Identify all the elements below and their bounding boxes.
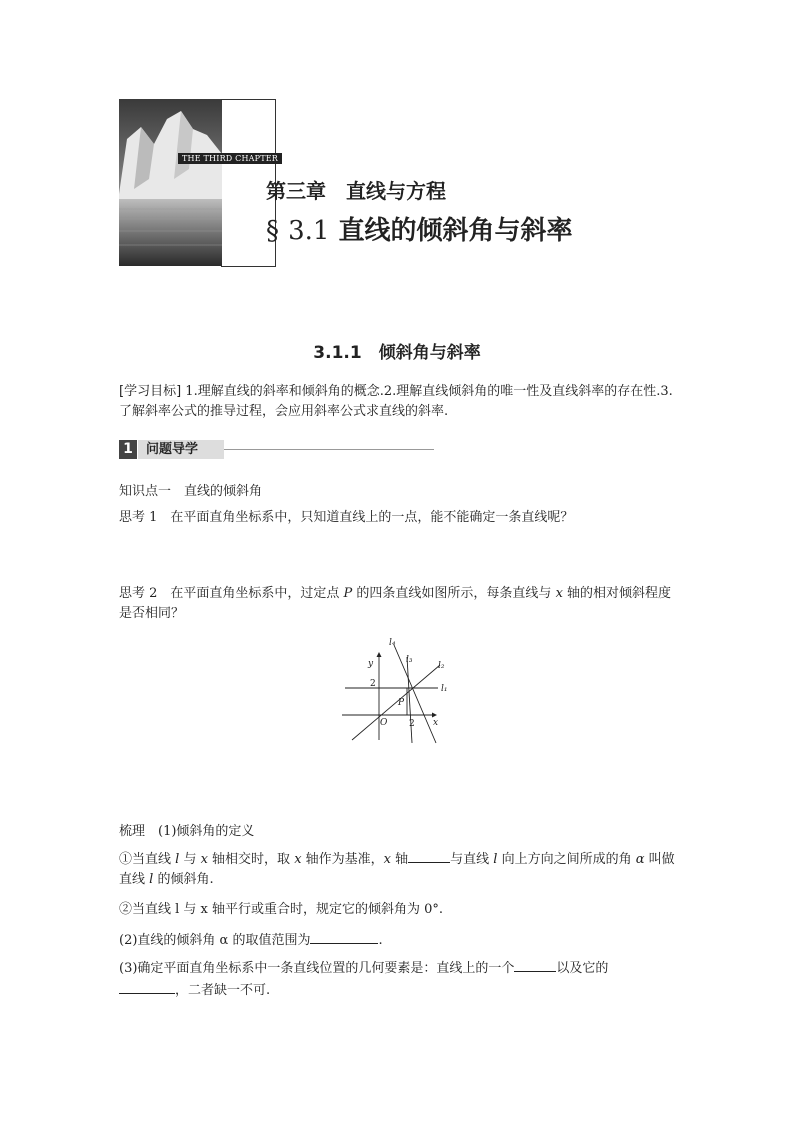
review-item-1: ①当直线 l 与 x 轴相交时，取 x 轴作为基准，x 轴 与直线 l 向上方向之间所成的角 α 叫做直线 l 的倾斜角. [119, 848, 679, 890]
y-axis-arrow [377, 652, 382, 657]
label-l1: l₁ [441, 684, 448, 694]
line-l4 [394, 645, 439, 743]
think-question-2 [119, 584, 679, 624]
chapter-cover-image [119, 99, 222, 266]
fill-blank-1[interactable] [408, 848, 450, 863]
section-title [266, 210, 573, 247]
label-l4: l₄ [389, 638, 396, 648]
think2-text-c: 轴的相对倾斜程度是否相同？ [119, 586, 672, 621]
review-item-2: ②当直线 l 与 x 轴平行或重合时，规定它的倾斜角为 0°. [119, 902, 444, 917]
label-p: P [398, 698, 405, 708]
label-y: y [368, 659, 374, 669]
label-l2: l₂ [438, 661, 445, 671]
subsection-title: 3.1.1 倾斜角与斜率 [313, 343, 481, 363]
think2-text-a: 思考 2 在平面直角坐标系中，过定点 [119, 586, 344, 601]
review-heading: 梳理 (1)倾斜角的定义 [119, 824, 255, 839]
review-item-4: (3)确定平面直角坐标系中一条直线位置的几何要素是：直线上的一个 以及它的 ，二者缺一不可. [119, 957, 679, 1001]
section-badge-label: 问题导学 [138, 440, 224, 459]
lines-through-p-diagram [340, 635, 455, 745]
think2-text-b: 的四条直线如图所示，每条直线与 [352, 586, 556, 601]
section-divider [224, 449, 434, 450]
section-badge-number: 1 [119, 440, 137, 459]
label-l3: l₃ [406, 655, 413, 665]
objectives-tag: [学习目标] [119, 384, 182, 399]
section-number: 3.1 [288, 216, 330, 246]
objectives-text: 1.理解直线的斜率和倾斜角的概念.2.理解直线倾斜角的唯一性及直线斜率的存在性.3.了解斜率公式的推导过程，会应用斜率公式求直线的斜率. [119, 384, 673, 419]
label-2-x: 2 [409, 719, 415, 729]
x-axis-arrow [432, 713, 437, 718]
fill-blank-4[interactable] [119, 979, 175, 994]
line-l2 [352, 665, 440, 740]
section-symbol: § [266, 216, 279, 246]
chapter-english-label: THE THIRD CHAPTER [178, 153, 282, 164]
point-p: P [343, 586, 353, 601]
section-name: 直线的倾斜角与斜率 [338, 216, 573, 246]
knowledge-point-heading: 知识点一 直线的倾斜角 [119, 484, 263, 499]
think-question-1: 思考 1 在平面直角坐标系中，只知道直线上的一点，能不能确定一条直线呢？ [119, 510, 574, 525]
review-item-3: (2)直线的倾斜角 α 的取值范围为 . [119, 929, 383, 951]
label-x: x [433, 718, 439, 728]
fill-blank-3[interactable] [514, 957, 556, 972]
fill-blank-2[interactable] [310, 929, 378, 944]
line-l3 [407, 657, 412, 743]
learning-objectives [119, 382, 679, 422]
chapter-title: 第三章 直线与方程 [266, 179, 446, 203]
label-2-y: 2 [370, 679, 376, 689]
x-axis-var: x [555, 586, 563, 601]
label-origin: O [380, 718, 388, 728]
